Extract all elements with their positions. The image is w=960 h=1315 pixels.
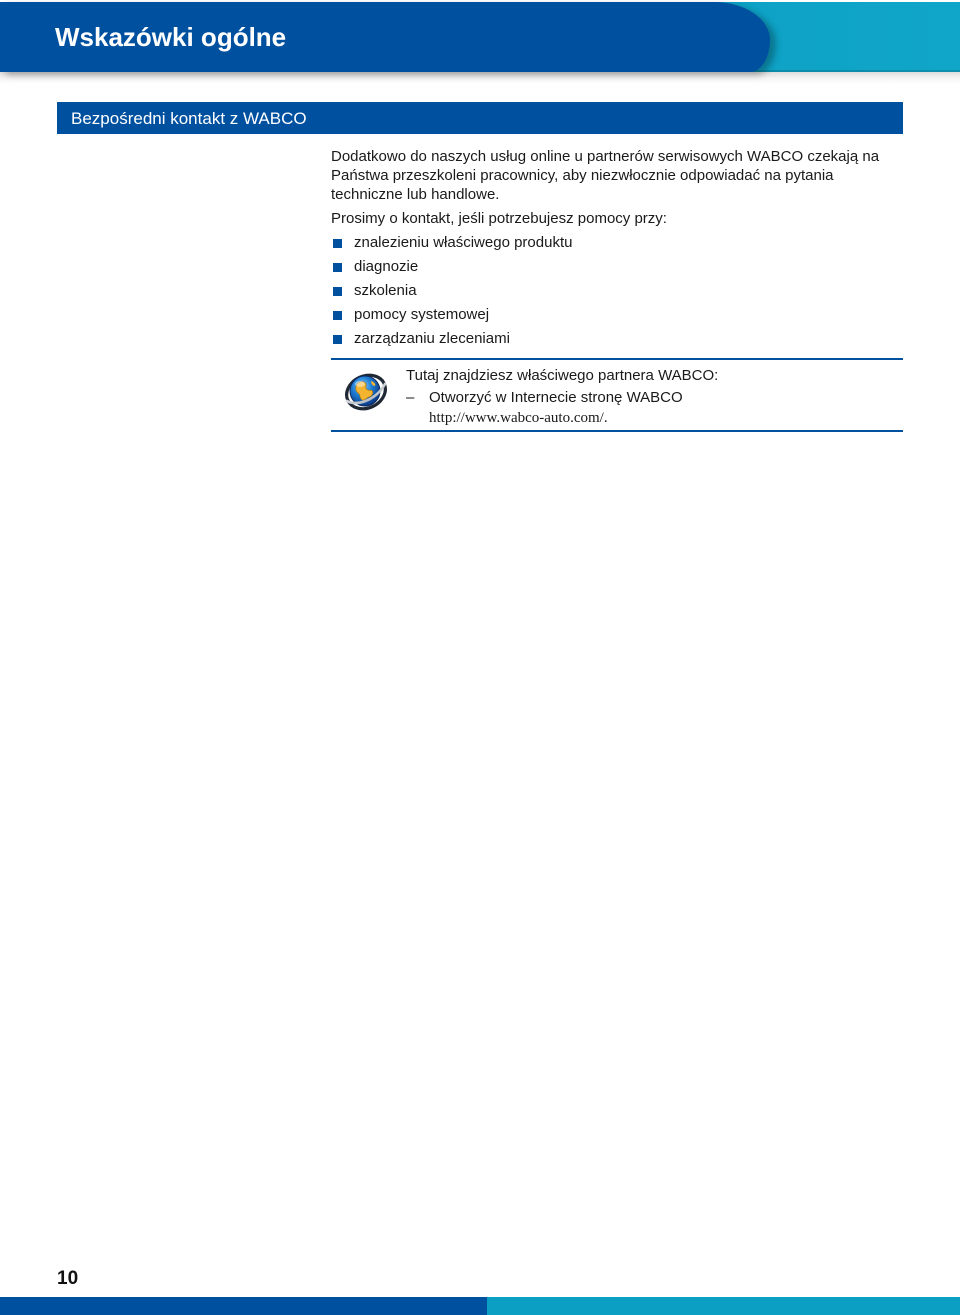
square-bullet-icon	[333, 335, 342, 344]
square-bullet-icon	[333, 263, 342, 272]
list-item	[331, 305, 903, 329]
list-item	[331, 329, 903, 353]
list-item	[331, 257, 903, 281]
header-shadow	[0, 70, 960, 84]
list-item-label: pomocy systemowej	[354, 306, 490, 323]
help-topics-list	[331, 233, 903, 353]
page-number: 10	[57, 1268, 79, 1289]
list-item	[331, 281, 903, 305]
wabco-website-link[interactable]: http://www.wabco-auto.com/.	[429, 410, 608, 426]
contact-request-text: Prosimy o kontakt, jeśli potrzebujesz pomocy przy:	[331, 210, 667, 227]
square-bullet-icon	[333, 287, 342, 296]
section-title: Bezpośredni kontakt z WABCO	[71, 109, 307, 128]
info-step-text: Otworzyć w Internecie stronę WABCO	[429, 389, 683, 406]
square-bullet-icon	[333, 239, 342, 248]
header-banner	[0, 0, 960, 84]
section-heading-bar	[57, 102, 903, 134]
dash-bullet: –	[406, 389, 415, 406]
page-title: Wskazówki ogólne	[55, 22, 287, 52]
list-item-label: szkolenia	[354, 282, 417, 299]
main-content	[331, 147, 903, 353]
footer-bar-teal	[487, 1297, 960, 1315]
list-item	[331, 233, 903, 257]
web-info-box	[331, 358, 903, 432]
header-blue-tab	[0, 2, 770, 72]
info-lead-text: Tutaj znajdziesz właściwego partnera WABCO:	[406, 367, 719, 384]
list-item-label: zarządzaniu zleceniami	[354, 330, 510, 347]
intro-paragraph: Dodatkowo do naszych usług online u partnerów serwisowych WABCO czekają na Państwa przeszkoleni pracownicy, aby niezwłocznie odpowiadać na pytania techniczne lub handlowe.	[331, 148, 880, 203]
globe-icon	[341, 370, 389, 412]
square-bullet-icon	[333, 311, 342, 320]
footer-bar-blue	[0, 1297, 487, 1315]
list-item-label: diagnozie	[354, 258, 419, 275]
list-item-label: znalezieniu właściwego produktu	[354, 234, 573, 251]
